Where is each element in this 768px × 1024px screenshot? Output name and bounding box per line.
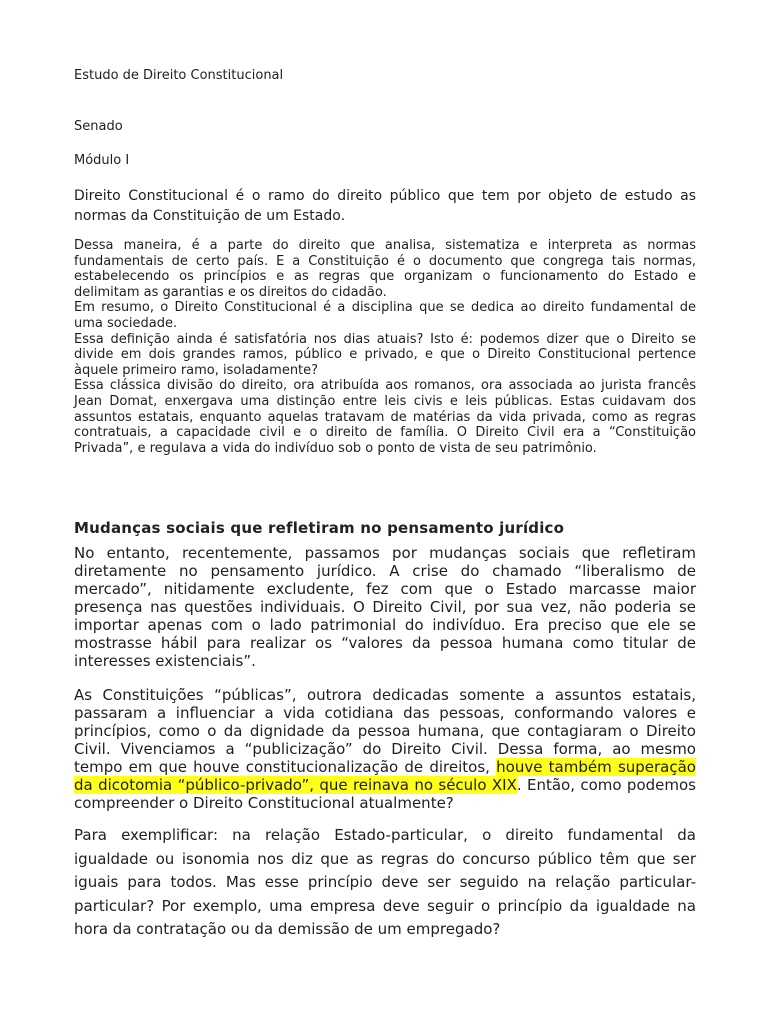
section-paragraph-2: [74, 686, 696, 812]
paragraph-analysis: Dessa maneira, é a parte do direito que analisa, sistematiza e interpreta as normas fundamentais de certo país. E a Constituição é o documento que congrega tais normas, estabelecendo os princípios e as regras que organizam o funcionamento do Estado e delimitam as garantias e os direitos do cidadão.: [74, 238, 696, 300]
section-heading: Mudanças sociais que refletiram no pensamento jurídico: [74, 519, 565, 537]
institution-label: Senado: [74, 119, 123, 134]
paragraph-summary: Em resumo, o Direito Constitucional é a disciplina que se dedica ao direito fundamental de uma sociedade.: [74, 300, 696, 331]
document-title: Estudo de Direito Constitucional: [74, 68, 284, 83]
highlighted-text: houve também superação da dicotomia “público-privado”, que reinava no século XIX: [74, 758, 696, 794]
module-label: Módulo I: [74, 153, 130, 168]
paragraph-text: As Constituições “públicas”, outrora dedicadas somente a assuntos estatais, passaram a influenciar a vida cotidiana das pessoas, conformando valores e princípios, como o da dignidade da pessoa humana, que contagiaram o Direito Civil. Vivenciamos a “publicização” do Direito Civil. Dessa forma, ao mesmo tempo em que houve constitucionalização de direitos,: [74, 686, 696, 776]
paragraph-question: Essa definição ainda é satisfatória nos dias atuais? Isto é: podemos dizer que o Direito se divide em dois grandes ramos, público e privado, e que o Direito Constitucional pertence àquele primeiro ramo, isoladamente?: [74, 331, 696, 378]
intro-paragraph: Direito Constitucional é o ramo do direito público que tem por objeto de estudo as normas da Constituição de um Estado.: [74, 188, 696, 224]
section-paragraph-1: No entanto, recentemente, passamos por mudanças sociais que refletiram diretamente no pensamento jurídico. A crise do chamado “liberalismo de mercado”, nitidamente excludente, fez com que o Estado marcasse maior presença nas questões individuais. O Direito Civil, por sua vez, não poderia se importar apenas com o lado patrimonial do indivíduo. Era preciso que ele se mostrasse hábil para realizar os “valores da pessoa humana como titular de interesses existenciais”.: [74, 544, 696, 670]
paragraph-classic-division: Essa clássica divisão do direito, ora atribuída aos romanos, ora associada ao jurista francês Jean Domat, enxergava uma distinção entre leis civis e leis públicas. Estas cuidavam dos assuntos estatais, enquanto aquelas tratavam de matérias da vida privada, como as regras contratuais, a capacidade civil e o direito de família. O Direito Civil era a “Constituição Privada”, e regulava a vida do indivíduo sob o ponto de vista de seu patrimônio.: [74, 378, 696, 456]
section-paragraph-3: Para exemplificar: na relação Estado-particular, o direito fundamental da igualdade ou isonomia nos diz que as regras do concurso público têm que ser iguais para todos. Mas esse princípio deve ser seguido na relação particular-particular? Por exemplo, uma empresa deve seguir o princípio da igualdade na hora da contratação ou da demissão de um empregado?: [74, 826, 696, 938]
paragraph-text-end: . Então, como podemos compreender o Direito Constitucional atualmente?: [74, 776, 696, 812]
body-block: [74, 238, 696, 456]
